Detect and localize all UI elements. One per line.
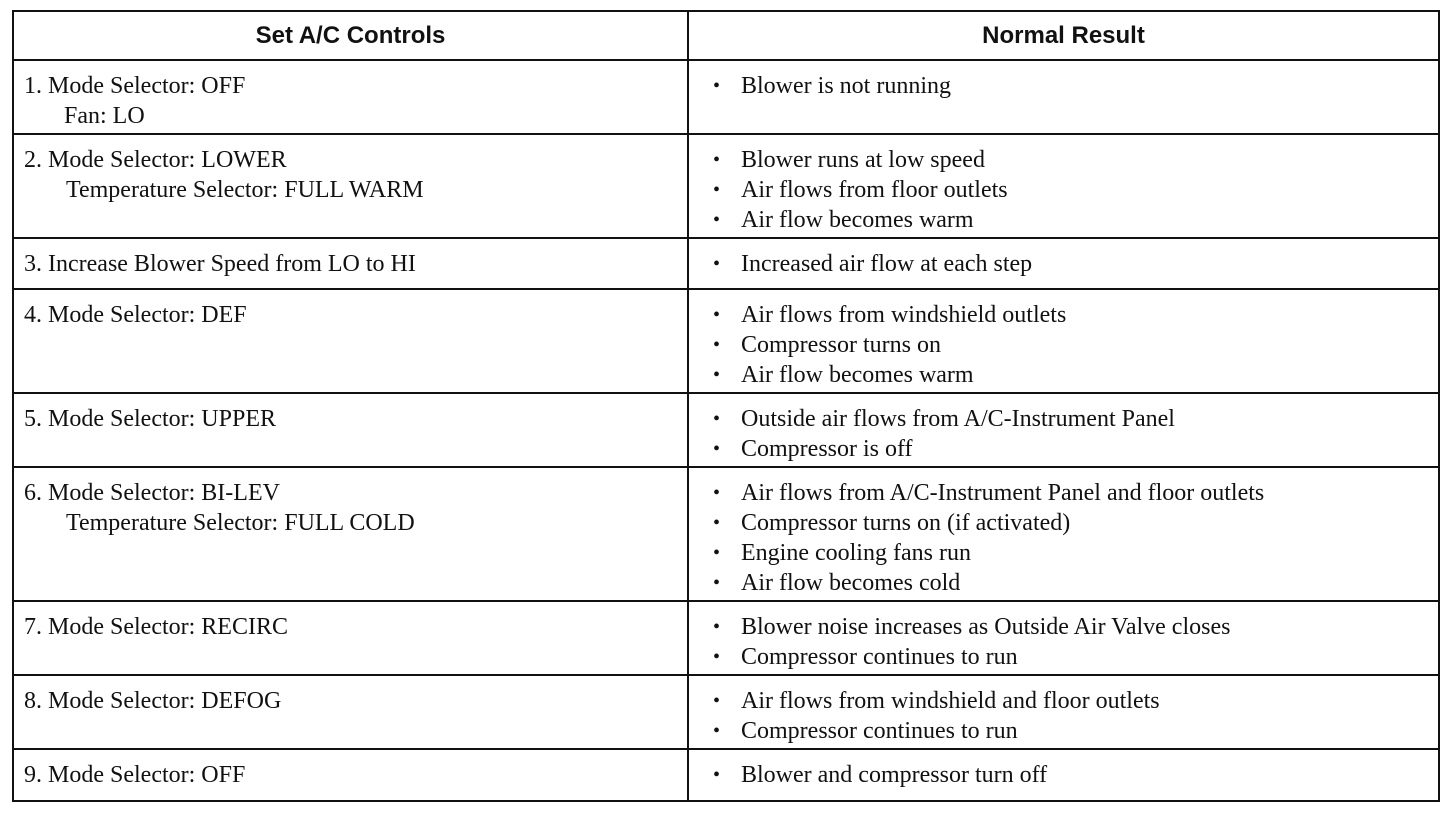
- result-item: • Compressor continues to run: [713, 642, 1438, 672]
- result-item: • Blower runs at low speed: [713, 145, 1438, 175]
- result-item: • Air flows from A/C-Instrument Panel and floor outlets: [713, 478, 1438, 508]
- result-list: [699, 71, 1438, 101]
- table-row: [13, 238, 1439, 289]
- control-substep: Temperature Selector: FULL COLD: [66, 510, 415, 536]
- result-list: [699, 478, 1438, 598]
- result-list: [699, 760, 1438, 790]
- table-row: [13, 467, 1439, 601]
- control-step: 5. Mode Selector: UPPER: [24, 406, 276, 432]
- result-item: • Air flow becomes cold: [713, 568, 1438, 598]
- table-row: [13, 393, 1439, 467]
- result-cell: [688, 289, 1439, 393]
- result-item: • Engine cooling fans run: [713, 538, 1438, 568]
- result-item: • Blower is not running: [713, 71, 1438, 101]
- table-row: [13, 60, 1439, 134]
- control-step: 7. Mode Selector: RECIRC: [24, 614, 288, 640]
- result-item: • Compressor turns on (if activated): [713, 508, 1438, 538]
- control-step: 4. Mode Selector: DEF: [24, 302, 247, 328]
- control-substep: Temperature Selector: FULL WARM: [66, 177, 424, 203]
- control-step: 8. Mode Selector: DEFOG: [24, 688, 282, 714]
- result-item: • Air flow becomes warm: [713, 360, 1438, 390]
- controls-cell: [13, 749, 688, 801]
- result-list: [699, 300, 1438, 390]
- result-item: • Compressor turns on: [713, 330, 1438, 360]
- controls-cell: [13, 134, 688, 238]
- result-item: • Compressor continues to run: [713, 716, 1438, 746]
- table-row: [13, 134, 1439, 238]
- controls-cell: [13, 467, 688, 601]
- result-list: [699, 249, 1438, 279]
- result-item: • Compressor is off: [713, 434, 1438, 464]
- result-list: [699, 686, 1438, 746]
- result-list: [699, 145, 1438, 235]
- controls-cell: [13, 60, 688, 134]
- control-step: 2. Mode Selector: LOWER: [24, 147, 287, 173]
- controls-cell: [13, 601, 688, 675]
- table-row: [13, 289, 1439, 393]
- controls-cell: [13, 289, 688, 393]
- control-step: 6. Mode Selector: BI-LEV: [24, 480, 280, 506]
- result-item: • Air flow becomes warm: [713, 205, 1438, 235]
- control-step: 3. Increase Blower Speed from LO to HI: [24, 251, 416, 277]
- result-item: • Outside air flows from A/C-Instrument Panel: [713, 404, 1438, 434]
- result-cell: [688, 601, 1439, 675]
- ac-controls-test-table: [12, 10, 1440, 802]
- result-cell: [688, 467, 1439, 601]
- result-list: [699, 612, 1438, 672]
- control-substep: Fan: LO: [64, 103, 145, 129]
- result-cell: [688, 60, 1439, 134]
- result-item: • Blower noise increases as Outside Air Valve closes: [713, 612, 1438, 642]
- control-step: 9. Mode Selector: OFF: [24, 762, 246, 788]
- table-row: [13, 675, 1439, 749]
- result-cell: [688, 749, 1439, 801]
- result-item: • Blower and compressor turn off: [713, 760, 1438, 790]
- table-row: [13, 601, 1439, 675]
- header-set-ac-controls: Set A/C Controls: [13, 11, 688, 60]
- result-cell: [688, 393, 1439, 467]
- result-item: • Increased air flow at each step: [713, 249, 1438, 279]
- result-item: • Air flows from windshield outlets: [713, 300, 1438, 330]
- control-step: 1. Mode Selector: OFF: [24, 73, 246, 99]
- result-cell: [688, 675, 1439, 749]
- header-row: [13, 11, 1439, 60]
- result-item: • Air flows from floor outlets: [713, 175, 1438, 205]
- controls-cell: [13, 393, 688, 467]
- result-item: • Air flows from windshield and floor outlets: [713, 686, 1438, 716]
- header-normal-result: Normal Result: [688, 11, 1439, 60]
- controls-cell: [13, 675, 688, 749]
- controls-cell: [13, 238, 688, 289]
- ac-test-table-container: [12, 10, 1438, 802]
- result-list: [699, 404, 1438, 464]
- result-cell: [688, 238, 1439, 289]
- result-cell: [688, 134, 1439, 238]
- table-row: [13, 749, 1439, 801]
